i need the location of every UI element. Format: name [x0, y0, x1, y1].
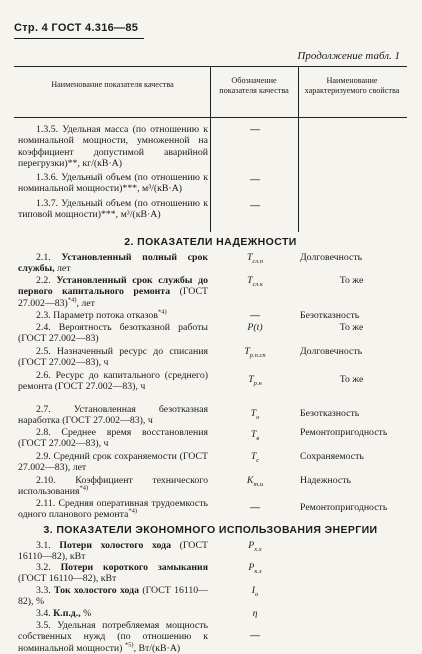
- row-symbol: $K_{т.и}$: [246, 475, 264, 488]
- row-num: 3.2.: [36, 562, 51, 573]
- row-num: 2.3.: [36, 310, 51, 321]
- row-bold-text: Потери короткого замыкания: [60, 562, 208, 573]
- row-num: 2.1.: [36, 252, 51, 263]
- row-symbol: $T_{сл.к}$: [247, 275, 263, 288]
- row-text: 1.3.6. Удельный объем (по отношению к номинальной мощности)***, м³/(кВ·А): [18, 172, 208, 195]
- header-col-symbol: Обозначение показателя качества: [219, 76, 289, 95]
- row-num: 2.4.: [36, 322, 51, 333]
- row-property: Безотказность: [300, 408, 360, 419]
- row-text: лет: [54, 263, 71, 275]
- row-property: Долговечность: [300, 252, 363, 263]
- row-num: 2.9.: [36, 451, 51, 462]
- row-text: (ГОСТ 27.002—83)$^{*4)}$, лет: [18, 286, 208, 309]
- table-row: [14, 620, 407, 654]
- row-bold-text: Потери холостого хода: [59, 540, 171, 551]
- row-text: Вероятность безотказной работы (ГОСТ 27.002—83): [18, 322, 208, 345]
- row-property: Ремонтопригодность: [300, 427, 388, 438]
- row-symbol: —: [250, 310, 260, 321]
- row-symbol: $I_o$: [251, 585, 259, 598]
- row-symbol: P(t): [247, 322, 263, 333]
- row-bold-text: Ток холостого хода: [54, 585, 140, 596]
- row-symbol: $T_o$: [250, 408, 260, 421]
- row-symbol: $T_{р.н}$: [248, 374, 262, 387]
- row-num: 3.4.: [36, 608, 51, 619]
- row-text: 1.3.5. Удельная масса (по отношению к номинальной мощности, умноженной на коэффициент допустимой аварийной перегрузки)**, кг/(кВ·А): [18, 124, 208, 170]
- row-text: 1.3.7. Удельный объем (по отношению к типовой мощности)***, м³/(кВ·А): [18, 198, 208, 221]
- row-symbol: —: [250, 200, 260, 211]
- row-text: Удельная потребляемая мощность собственных нужд (по отношению к номинальной мощности) $^{*5)}$, Вт/(кВ·А): [18, 620, 208, 654]
- row-bold-text: Установленный срок службы до первого капитального ремонта: [18, 275, 208, 298]
- row-text: Установленная безотказная наработка (ГОСТ 27.002—83), ч: [18, 404, 209, 427]
- page-header: [14, 22, 138, 34]
- row-text: Назначенный ресурс до списания (ГОСТ 27.002—83), ч: [18, 346, 209, 369]
- row-symbol: $T_с$: [250, 451, 260, 464]
- row-text: (ГОСТ 16110—82), кВт: [18, 573, 117, 585]
- page-label: Стр. 4 ГОСТ 4.316—85: [14, 22, 139, 34]
- row-num: 2.10.: [36, 475, 56, 486]
- row-num: 2.6.: [36, 370, 51, 381]
- row-bold-text: Установленный полный срок службы,: [18, 252, 208, 275]
- header-rule: [14, 38, 144, 39]
- row-symbol: —: [250, 630, 260, 641]
- row-property: То же: [339, 322, 364, 333]
- row-property: То же: [339, 374, 364, 385]
- row-text: Параметр потока отказов$^{*4)}$: [53, 308, 167, 321]
- row-property: Ремонтопригодность: [300, 502, 388, 513]
- section-title-energy: 3. ПОКАЗАТЕЛИ ЭКОНОМНОГО ИСПОЛЬЗОВАНИЯ ЭНЕРГИИ: [43, 524, 378, 536]
- row-text: %: [80, 608, 92, 619]
- row-symbol: $T_{р.п.сп}$: [244, 346, 266, 359]
- row-text: Ресурс до капитального (среднего) ремонта (ГОСТ 27.002—83), ч: [18, 370, 208, 393]
- row-num: 2.5.: [36, 346, 51, 357]
- table-row: [14, 198, 407, 228]
- row-property: Надежность: [300, 475, 352, 486]
- row-symbol: η: [252, 608, 258, 619]
- section-title-reliability: 2. ПОКАЗАТЕЛИ НАДЕЖНОСТИ: [124, 236, 297, 248]
- row-bold-text: К.п.д.,: [53, 608, 81, 619]
- row-property: Безотказность: [300, 310, 360, 321]
- row-text: Среднее время восстановления (ГОСТ 27.002—83), ч: [18, 427, 208, 450]
- row-num: 3.3.: [36, 585, 51, 596]
- row-symbol: —: [250, 502, 260, 513]
- header-col-name: Наименование показателя качества: [51, 80, 174, 89]
- row-property: То же: [339, 275, 364, 286]
- row-text: Средняя оперативная трудоемкость одного планового ремонта$^{*4)}$: [18, 498, 208, 521]
- row-num: 2.8.: [36, 427, 51, 438]
- row-symbol: $T_{сл.п}$: [246, 252, 264, 265]
- row-symbol: $P_{х.х}$: [248, 540, 262, 553]
- row-text: Коэффициент технического использования$^{*4)}$: [18, 475, 208, 498]
- row-text: (ГОСТ 16110—82), кВт: [18, 540, 208, 563]
- row-symbol: $T_в$: [250, 429, 260, 442]
- row-text: (ГОСТ 16110—82), %: [18, 585, 208, 608]
- row-symbol: —: [250, 124, 260, 135]
- row-symbol: $P_{к.з}$: [248, 562, 262, 575]
- table-continuation-label: Продолжение табл. 1: [297, 50, 400, 62]
- row-text: Средний срок сохраняемости (ГОСТ 27.002—83), лет: [18, 451, 208, 474]
- row-num: 2.2.: [36, 275, 51, 286]
- row-property: Сохраняемость: [300, 451, 364, 462]
- header-col-property: Наименование характеризуемого свойства: [304, 76, 400, 95]
- row-num: 2.7.: [36, 404, 51, 415]
- row-num: 3.5.: [36, 620, 51, 631]
- row-symbol: —: [250, 174, 260, 185]
- row-num: 2.11.: [36, 498, 56, 509]
- table-row: [14, 124, 407, 176]
- row-property: Долговечность: [300, 346, 363, 357]
- row-num: 3.1.: [36, 540, 51, 551]
